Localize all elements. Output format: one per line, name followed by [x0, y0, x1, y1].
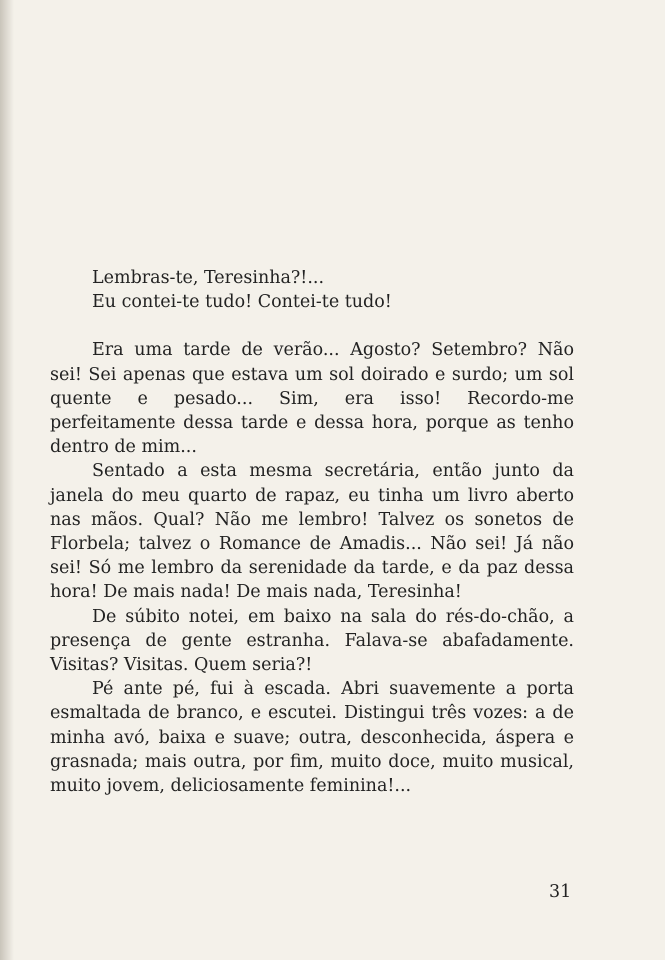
page-number: 31 [549, 882, 572, 902]
stanza-gap [50, 314, 574, 338]
paragraph: Pé ante pé, fui à escada. Abri suavemente a porta esmaltada de branco, e escutei. Distingui três vozes: a de minha avó, baixa e suave; outra, desconhecida, áspera e grasnada; mais outra, por fim, muito doce, muito musical, muito jovem, deliciosamente feminina!... [50, 679, 574, 797]
paragraph: De súbito notei, em baixo na sala do rés-do-chão, a presença de gente estranha. Falava-se abafadamente. Visitas? Visitas. Quem seria?! [50, 606, 574, 676]
page-edge-shadow [0, 0, 14, 960]
paragraph: Sentado a esta mesma secretária, então junto da janela do meu quarto de rapaz, eu tinha um livro aberto nas mãos. Qual? Não me lembro! Talvez os sonetos de Florbela; talvez o Romance de Amadis... Não sei! Já não sei! Só me lembro da serenidade da tarde, e da paz dessa hora! De mais nada! De mais nada, Teresinha! [50, 461, 574, 603]
paragraph: Era uma tarde de verão... Agosto? Setembro? Não sei! Sei apenas que estava um sol doirado e surdo; um sol quente e pesado... Sim, era isso! Recordo-me perfeitamente dessa tarde e dessa hora, porque as tenho dentro de mim... [50, 340, 574, 458]
opening-line: Lembras-te, Teresinha?!... [92, 268, 325, 288]
body-text [50, 266, 574, 798]
opening-line: Eu contei-te tudo! Contei-te tudo! [92, 292, 392, 313]
